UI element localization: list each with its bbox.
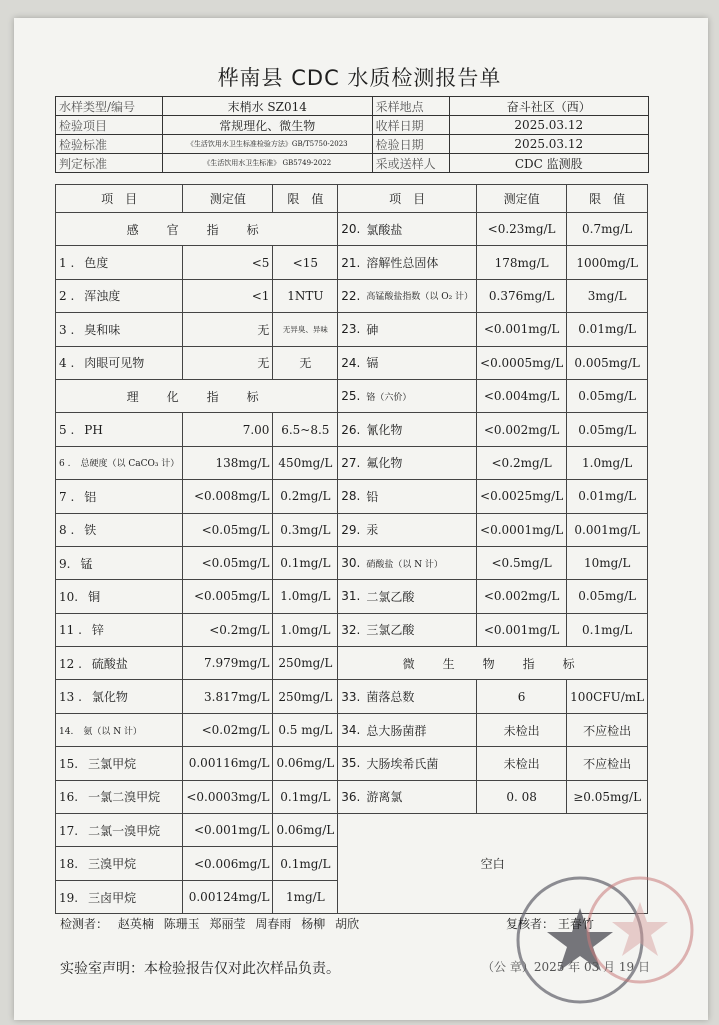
item-number: 18. [59, 857, 79, 872]
table-row [56, 246, 648, 279]
header-label: 采样地点 [372, 97, 449, 116]
measured-value: 0. 08 [477, 780, 567, 813]
item-name: 镉 [363, 346, 476, 379]
limit-value: 1.0mg/L [567, 446, 648, 479]
limit-value: 0.3mg/L [273, 513, 338, 546]
table-row [56, 346, 648, 379]
measured-value: <0.001mg/L [477, 313, 567, 346]
measured-value: <0.5mg/L [477, 546, 567, 579]
test-standard-value: 《生活饮用水卫生标准检验方法》GB/T5750-2023 [162, 135, 372, 154]
table-row [56, 814, 648, 847]
limit-value: 0.5 mg/L [273, 713, 338, 746]
measured-value: 无 [183, 346, 273, 379]
table-row [56, 446, 648, 479]
item-label [56, 346, 183, 379]
table-row [56, 546, 648, 579]
table-row [56, 279, 648, 312]
item-name: 砷 [363, 313, 476, 346]
measured-value: 0.00124mg/L [183, 880, 273, 913]
sample-type-value: 末梢水 SZ014 [162, 97, 372, 116]
limit-value: 1.0mg/L [273, 580, 338, 613]
inspector-name: 陈珊玉 [163, 917, 200, 931]
item-label [56, 279, 183, 312]
item-label [56, 246, 183, 279]
measured-value: <0.0003mg/L [183, 780, 273, 813]
report-header-table [55, 96, 649, 173]
measured-value: 6 [477, 680, 567, 713]
approver-line [506, 915, 594, 932]
item-name: 氟化物 [363, 446, 476, 479]
header-label: 检验日期 [372, 135, 449, 154]
header-row [56, 135, 649, 154]
measured-value: <0.2mg/L [183, 613, 273, 646]
limit-value: 6.5~8.5 [273, 413, 338, 446]
item-number: 3 . [59, 322, 75, 337]
limit-value: 0.1mg/L [567, 613, 648, 646]
item-label [56, 780, 183, 813]
table-row [56, 413, 648, 446]
item-name: 铅 [363, 480, 476, 513]
measured-value: 未检出 [477, 713, 567, 746]
item-label [56, 480, 183, 513]
limit-value: 0.7mg/L [567, 213, 648, 246]
table-row [56, 513, 648, 546]
item-label [56, 546, 183, 579]
limit-value: 无异臭、异味 [273, 313, 338, 346]
item-name: 锌 [91, 623, 104, 638]
inspectors-line [60, 915, 365, 932]
header-label: 收样日期 [372, 116, 449, 135]
table-row [56, 680, 648, 713]
limit-value: 0.05mg/L [567, 413, 648, 446]
item-number: 10. [59, 589, 79, 604]
measured-value: <0.001mg/L [183, 814, 273, 847]
item-number: 28. [338, 480, 364, 513]
item-number: 29. [338, 513, 364, 546]
item-label [56, 713, 183, 746]
item-name: 三溴甲烷 [88, 857, 137, 872]
item-label [56, 680, 183, 713]
item-number: 20. [338, 213, 364, 246]
table-row [56, 313, 648, 346]
limit-value: 100CFU/mL [567, 680, 648, 713]
test-date-value: 2025.03.12 [449, 135, 648, 154]
item-label [56, 647, 183, 680]
measured-value: <0.02mg/L [183, 713, 273, 746]
item-number: 1 . [59, 256, 75, 271]
item-number: 25. [338, 379, 364, 412]
section-heading: 微 生 物 指 标 [338, 647, 648, 680]
item-name: 硫酸盐 [91, 656, 128, 671]
measured-value: 138mg/L [183, 446, 273, 479]
limit-value: 0.2mg/L [273, 480, 338, 513]
item-number: 33. [338, 680, 364, 713]
item-number: 32. [338, 613, 364, 646]
item-number: 16. [59, 790, 79, 805]
item-number: 15. [59, 756, 79, 771]
measured-value: <0.002mg/L [477, 580, 567, 613]
limit-value: 不应检出 [567, 713, 648, 746]
measured-value: 0.00116mg/L [183, 747, 273, 780]
item-number: 21. [338, 246, 364, 279]
item-name: PH [84, 422, 103, 437]
header-label: 水样类型/编号 [56, 97, 163, 116]
item-number: 27. [338, 446, 364, 479]
table-row [56, 713, 648, 746]
header-row [56, 97, 649, 116]
item-name: 氯化物 [91, 690, 128, 705]
measured-value: <0.008mg/L [183, 480, 273, 513]
header-label: 检验标准 [56, 135, 163, 154]
item-number: 30. [338, 546, 364, 579]
header-label: 检验项目 [56, 116, 163, 135]
measured-value: <0.004mg/L [477, 379, 567, 412]
section-heading: 感 官 指 标 [56, 213, 338, 246]
results-table [55, 184, 648, 914]
limit-value: 10mg/L [567, 546, 648, 579]
measured-value: 3.817mg/L [183, 680, 273, 713]
item-name: 浑浊度 [84, 289, 121, 304]
item-number: 36. [338, 780, 364, 813]
item-name: 高锰酸盐指数（以 O₂ 计） [363, 279, 476, 312]
cdc-red-seal-stamp [580, 870, 700, 994]
measured-value: 未检出 [477, 747, 567, 780]
item-name: 氨（以 N 计） [83, 726, 142, 737]
item-label [56, 580, 183, 613]
col-header-value: 测定值 [477, 185, 567, 213]
item-label [56, 747, 183, 780]
item-name: 一氯二溴甲烷 [88, 790, 161, 805]
item-label [56, 513, 183, 546]
col-header-value: 测定值 [183, 185, 273, 213]
item-name: 铝 [84, 489, 97, 504]
item-name: 铜 [88, 589, 101, 604]
item-number: 11 . [59, 623, 82, 638]
item-number: 6 . [59, 459, 71, 470]
measured-value: <5 [183, 246, 273, 279]
item-name: 铁 [84, 523, 97, 538]
item-number: 34. [338, 713, 364, 746]
item-name: 铬（六价） [363, 379, 476, 412]
item-name: 硝酸盐（以 N 计） [363, 546, 476, 579]
inspector-name: 周春雨 [255, 917, 292, 931]
seal-date: （公 章）2025 年 03 月 19 日 [482, 960, 650, 974]
item-name: 总大肠菌群 [363, 713, 476, 746]
table-row [56, 580, 648, 613]
table-row [56, 780, 648, 813]
item-name: 二氯乙酸 [363, 580, 476, 613]
measured-value: 7.979mg/L [183, 647, 273, 680]
table-row [56, 747, 648, 780]
measured-value: 0.376mg/L [477, 279, 567, 312]
item-label [56, 847, 183, 880]
item-number: 31. [338, 580, 364, 613]
item-label [56, 613, 183, 646]
table-row [56, 480, 648, 513]
measured-value: <0.23mg/L [477, 213, 567, 246]
inspectors-label: 检测者： [60, 917, 109, 931]
test-items-value: 常规理化、微生物 [162, 116, 372, 135]
item-number: 12 . [59, 656, 82, 671]
item-number: 13 . [59, 690, 82, 705]
item-label [56, 446, 183, 479]
table-row [56, 213, 648, 246]
item-number: 22. [338, 279, 364, 312]
approver-label: 复核者： [506, 917, 555, 931]
limit-value: 0.01mg/L [567, 313, 648, 346]
measured-value: <0.005mg/L [183, 580, 273, 613]
item-name: 三卤甲烷 [88, 890, 137, 905]
item-name: 游离氯 [363, 780, 476, 813]
measured-value: 7.00 [183, 413, 273, 446]
item-name: 色度 [84, 256, 109, 271]
item-number: 2 . [59, 289, 75, 304]
item-name: 汞 [363, 513, 476, 546]
item-number: 4 . [59, 356, 75, 371]
limit-value: 250mg/L [273, 680, 338, 713]
limit-value: 0.1mg/L [273, 546, 338, 579]
header-label: 采或送样人 [372, 154, 449, 173]
limit-value: 1.0mg/L [273, 613, 338, 646]
measured-value: <0.05mg/L [183, 546, 273, 579]
measured-value: 178mg/L [477, 246, 567, 279]
limit-value: 3mg/L [567, 279, 648, 312]
col-header-item: 项 目 [56, 185, 183, 213]
limit-value: <15 [273, 246, 338, 279]
item-number: 24. [338, 346, 364, 379]
item-name: 溶解性总固体 [363, 246, 476, 279]
item-name: 二氯一溴甲烷 [88, 823, 161, 838]
header-row [56, 116, 649, 135]
measured-value: <0.2mg/L [477, 446, 567, 479]
limit-value: 不应检出 [567, 747, 648, 780]
item-number: 8 . [59, 523, 75, 538]
limit-value: 1mg/L [273, 880, 338, 913]
item-name: 肉眼可见物 [84, 356, 145, 371]
item-name: 锰 [80, 556, 93, 571]
col-header-limit: 限 值 [273, 185, 338, 213]
header-row [56, 154, 649, 173]
measured-value: 无 [183, 313, 273, 346]
limit-value: 0.05mg/L [567, 379, 648, 412]
col-header-limit: 限 值 [567, 185, 648, 213]
item-label [56, 413, 183, 446]
measured-value: <0.0001mg/L [477, 513, 567, 546]
item-name: 大肠埃希氏菌 [363, 747, 476, 780]
table-row [56, 647, 648, 680]
item-number: 35. [338, 747, 364, 780]
limit-value: 0.05mg/L [567, 580, 648, 613]
approver-name: 王春竹 [557, 917, 594, 931]
limit-value: 0.001mg/L [567, 513, 648, 546]
measured-value: <0.0025mg/L [477, 480, 567, 513]
lab-statement: 实验室声明：本检验报告仅对此次样品负责。 [60, 961, 340, 977]
measured-value: <0.05mg/L [183, 513, 273, 546]
header-label: 判定标准 [56, 154, 163, 173]
item-number: 26. [338, 413, 364, 446]
judgement-standard-value: 《生活饮用水卫生标准》 GB5749-2022 [162, 154, 372, 173]
sampler-value: CDC 监测股 [449, 154, 648, 173]
limit-value: ≥0.05mg/L [567, 780, 648, 813]
report-title: 桦南县 CDC 水质检测报告单 [217, 66, 502, 90]
limit-value: 0.005mg/L [567, 346, 648, 379]
item-number: 17. [59, 823, 79, 838]
limit-value: 0.01mg/L [567, 480, 648, 513]
item-number: 5 . [59, 422, 75, 437]
item-name: 总硬度（以 CaCO₃ 计） [80, 459, 180, 470]
measured-value: <0.002mg/L [477, 413, 567, 446]
limit-value: 450mg/L [273, 446, 338, 479]
sampling-site-value: 奋斗社区（西） [449, 97, 648, 116]
limit-value: 0.1mg/L [273, 847, 338, 880]
receive-date-value: 2025.03.12 [449, 116, 648, 135]
item-number: 23. [338, 313, 364, 346]
limit-value: 1000mg/L [567, 246, 648, 279]
measured-value: <0.001mg/L [477, 613, 567, 646]
measured-value: <0.0005mg/L [477, 346, 567, 379]
item-number: 9. [59, 556, 71, 571]
item-label [56, 880, 183, 913]
limit-value: 0.1mg/L [273, 780, 338, 813]
item-name: 菌落总数 [363, 680, 476, 713]
table-row [56, 613, 648, 646]
item-name: 三氯乙酸 [363, 613, 476, 646]
measured-value: <1 [183, 279, 273, 312]
inspector-name: 郑丽莹 [209, 917, 246, 931]
limit-value: 250mg/L [273, 647, 338, 680]
table-row [56, 379, 648, 412]
item-name: 三氯甲烷 [88, 756, 137, 771]
item-label [56, 814, 183, 847]
inspector-name: 赵英楠 [117, 917, 154, 931]
col-header-item: 项 目 [338, 185, 477, 213]
limit-value: 1NTU [273, 279, 338, 312]
inspector-name: 胡欣 [335, 917, 360, 931]
blank-cell: 空白 [338, 814, 648, 914]
limit-value: 0.06mg/L [273, 814, 338, 847]
item-label [56, 313, 183, 346]
item-name: 氯酸盐 [363, 213, 476, 246]
item-number: 7 . [59, 489, 75, 504]
section-heading: 理 化 指 标 [56, 379, 338, 412]
item-name: 臭和味 [84, 322, 121, 337]
item-number: 14. [59, 726, 74, 737]
item-name: 氰化物 [363, 413, 476, 446]
limit-value: 0.06mg/L [273, 747, 338, 780]
measured-value: <0.006mg/L [183, 847, 273, 880]
inspector-name: 杨柳 [301, 917, 326, 931]
item-number: 19. [59, 890, 79, 905]
limit-value: 无 [273, 346, 338, 379]
column-header-row [56, 185, 648, 213]
